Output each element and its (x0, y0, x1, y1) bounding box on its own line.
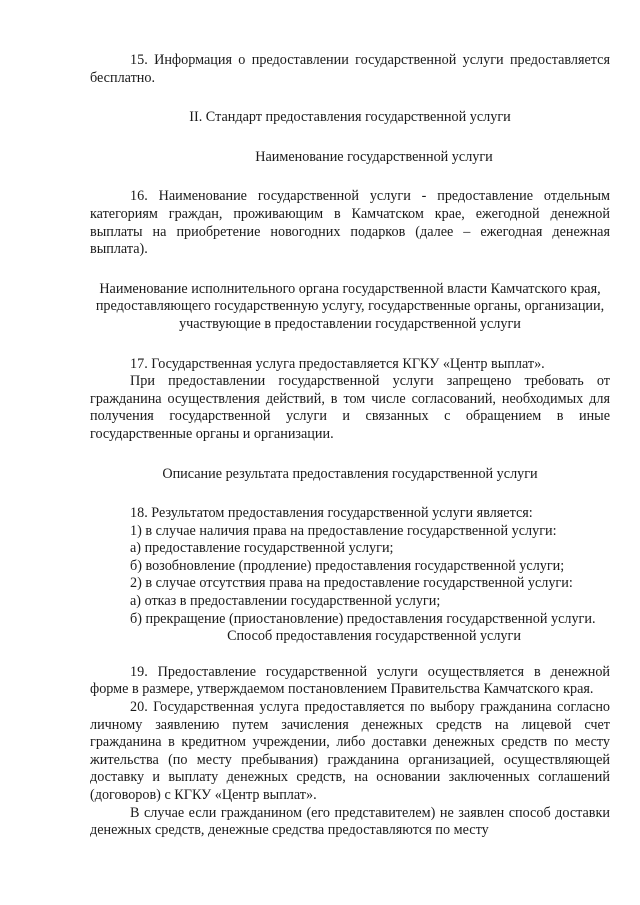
paragraph-15: 15. Информация о предоставлении государственной услуги предоставляется бесплатно. (90, 52, 610, 86)
document-page (90, 52, 610, 840)
paragraph-18-item-2: 2) в случае отсутствия права на предоставление государственной услуги: (130, 575, 573, 592)
paragraph-20-continued: В случае если гражданином (его представителем) не заявлен способ доставки денежных средств, денежные средства предоставляются по месту (90, 804, 610, 839)
paragraph-18-item-2a: а) отказ в предоставлении государственной услуги; (130, 593, 441, 610)
paragraph-17-continued: При предоставлении государственной услуги запрещено требовать от гражданина осуществления действий, в том числе согласований, необходимых для получения государственной услуги и связанных с обращением в иные государственные органы и организации. (90, 373, 610, 442)
paragraph-18-item-1: 1) в случае наличия права на предоставление государственной услуги: (130, 522, 557, 539)
subheading-service-name: Наименование государственной услуги (255, 148, 493, 165)
section-heading: II. Стандарт предоставления государственной услуги (189, 109, 511, 126)
paragraph-17: 17. Государственная услуга предоставляется КГКУ «Центр выплат». (130, 355, 545, 372)
subheading-method: Способ предоставления государственной услуги (227, 628, 521, 645)
subheading-executive-body: Наименование исполнительного органа государственной власти Камчатского края, предоставляющего государственную услугу, государственные органы, организации, участвующие в предоставлении государственной услуги (95, 280, 605, 332)
paragraph-18-item-1b: б) возобновление (продление) предоставления государственной услуги; (130, 557, 565, 574)
subheading-result: Описание результата предоставления государственной услуги (162, 465, 538, 482)
paragraph-18: 18. Результатом предоставления государственной услуги является: (130, 505, 533, 522)
paragraph-16: 16. Наименование государственной услуги - предоставление отдельным категориям граждан, проживающим в Камчатском крае, ежегодной денежной выплаты на приобретение новогодних подарков (далее – ежегодная денежная выплата). (90, 188, 610, 258)
paragraph-20: 20. Государственная услуга предоставляется по выбору гражданина согласно личному заявлению путем зачисления денежных средств на лицевой счет гражданина в кредитном учреждении, либо доставки денежных средств по месту жительства (по месту пребывания) гражданина организацией, осуществляющей доставку и выплату денежных средств, на основании заключенных соглашений (договоров) с КГКУ «Центр выплат». (90, 699, 610, 803)
paragraph-18-item-2b: б) прекращение (приостановление) предоставления государственной услуги. (130, 610, 596, 627)
paragraph-18-item-1a: а) предоставление государственной услуги; (130, 540, 394, 557)
paragraph-19: 19. Предоставление государственной услуги осуществляется в денежной форме в размере, утверждаемом постановлением Правительства Камчатского края. (90, 663, 610, 698)
